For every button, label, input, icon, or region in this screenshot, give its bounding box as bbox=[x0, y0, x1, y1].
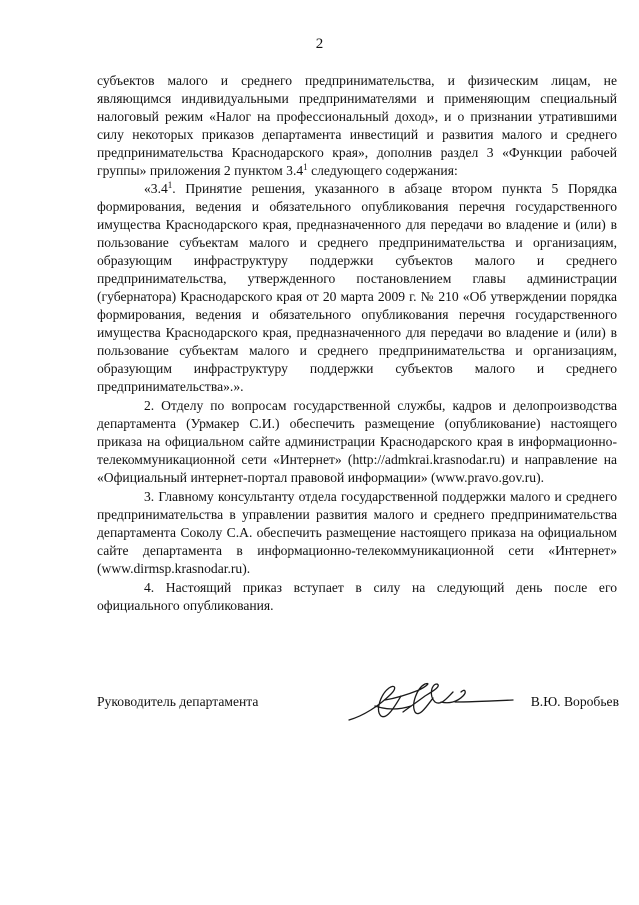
quoted-clause-superscript: 1 bbox=[167, 180, 173, 190]
handwritten-signature bbox=[345, 676, 515, 728]
item-4-paragraph: 4. Настоящий приказ вступает в силу на следующий день после его официального опубликования. bbox=[97, 580, 617, 613]
item-3-paragraph: 3. Главному консультанту отдела государственной поддержки малого и среднего предпринимательства в управлении развития малого и среднего предпринимательства департамента Соколу С.А. обеспечить размещение настоящего приказа на официальном сайте департамента в информационно-телекоммуникационной сети «Интернет» (www.dirmsp.krasnodar.ru). bbox=[97, 489, 617, 576]
intro-text: субъектов малого и среднего предпринимательства, и физическим лицам, не являющимся индивидуальными предпринимателями и применяющим специальный налоговый режим «Налог на профессиональный доход», и о признании утратившими силу некоторых приказов департамента инвестиций и развития малого и среднего предпринимательства Краснодарского края», дополнив раздел 3 «Функции рабочей группы» приложения 2 пунктом 3.4 bbox=[97, 73, 617, 178]
intro-text-end: следующего содержания: bbox=[307, 163, 458, 178]
intro-superscript: 1 bbox=[303, 162, 308, 172]
quoted-clause-number: «3.4 bbox=[144, 181, 168, 196]
intro-paragraph bbox=[97, 72, 617, 180]
document-body bbox=[97, 72, 617, 615]
signatory-name: В.Ю. Воробьев bbox=[530, 694, 619, 709]
signatory-title: Руководитель департамента bbox=[97, 694, 259, 709]
quoted-clause-paragraph bbox=[97, 180, 617, 396]
page-number: 2 bbox=[315, 36, 324, 52]
signature-block bbox=[97, 694, 619, 734]
item-2-paragraph: 2. Отделу по вопросам государственной службы, кадров и делопроизводства департамента (Урмакер С.И.) обеспечить размещение (опубликование) настоящего приказа на официальном сайте администрации Краснодарского края в информационно-телекоммуникационной сети «Интернет» (http://admkrai.krasnodar.ru) и направление на «Официальный интернет-портал правовой информации» (www.pravo.gov.ru). bbox=[97, 398, 617, 485]
quoted-clause-text: . Принятие решения, указанного в абзаце втором пункта 5 Порядка формирования, ведения и обязательного опубликования перечня государственного имущества Краснодарского края, предназначенного для передачи во владение и (или) в пользование субъектам малого и среднего предпринимательства и организациям, образующим инфраструктуру поддержки субъектов малого и среднего предпринимательства, утвержденного постановлением главы администрации (губернатора) Краснодарского края от 20 марта 2009 г. № 210 «Об утверждении порядка формирования, ведения и обязательного опубликования перечня государственного имущества Краснодарского края, предназначенного для передачи во владение и (или) в пользование субъектам малого и среднего предпринимательства и организациям, образующим инфраструктуру поддержки субъектов малого и среднего предпринимательства».». bbox=[97, 181, 617, 394]
